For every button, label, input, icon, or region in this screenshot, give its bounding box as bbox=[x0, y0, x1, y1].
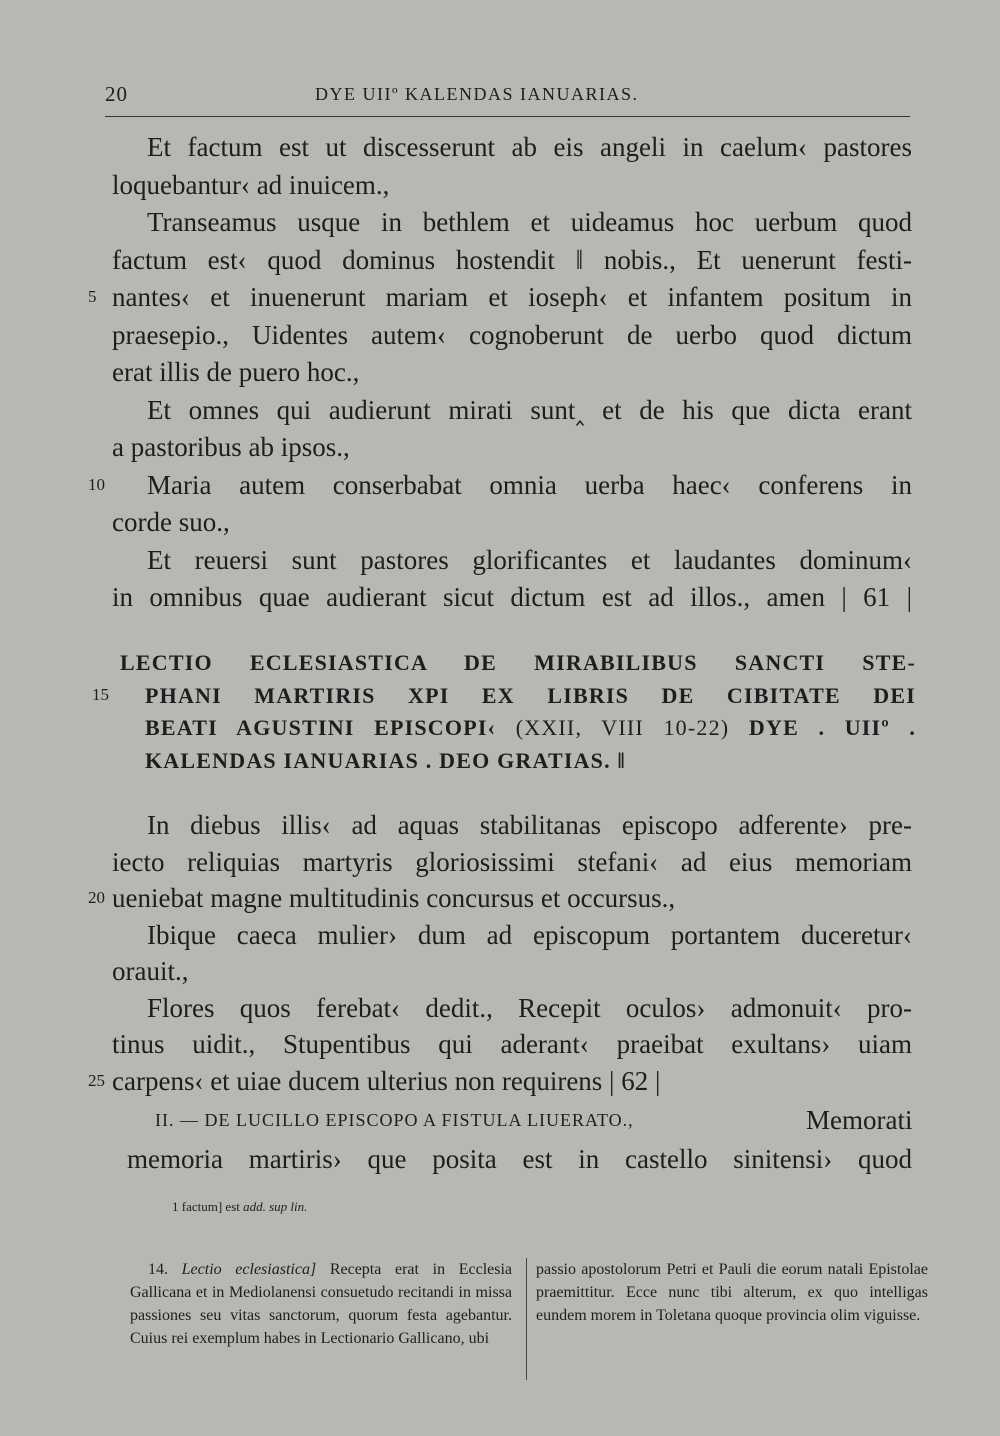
line-number: 15 bbox=[92, 685, 109, 704]
text-line: Ibique caeca mulier› dum ad episcopum portantem duceretur‹ bbox=[147, 919, 912, 950]
heading-line-3c: DYE . UIIº . bbox=[748, 715, 917, 740]
text-line: Maria autem conserbabat omnia uerba haec‹ conferens in bbox=[147, 469, 912, 500]
critical-apparatus bbox=[172, 1199, 307, 1215]
text-line: Transeamus usque in bethlem et uideamus hoc uerbum quod bbox=[147, 207, 912, 237]
text-line: ueniebat magne multitudinis concursus et occursus., bbox=[112, 883, 676, 913]
section-continuation: Memorati bbox=[806, 1105, 913, 1135]
text-line: praesepio., Uidentes autem‹ cognoberunt de uerbo quod dictum bbox=[112, 319, 912, 350]
running-title: DYE UIIº KALENDAS IANUARIAS. bbox=[315, 84, 639, 104]
text-line: Et omnes qui audierunt mirati sunt‸ et de his que dicta erant bbox=[147, 394, 912, 425]
heading-line-3 bbox=[145, 712, 916, 743]
text-line: Et reuersi sunt pastores glorificantes et laudantes dominum‹ bbox=[147, 544, 912, 575]
text-line: erat illis de puero hoc., bbox=[112, 357, 360, 387]
text-line: memoria martiris› que posita est in castello sinitensi› quod bbox=[127, 1144, 912, 1174]
heading-line-1: LECTIO ECLESIASTICA DE MIRABILIBUS SANCTI STE- bbox=[120, 650, 916, 675]
footnotes bbox=[130, 1258, 930, 1388]
text-line: in omnibus quae audierant sicut dictum est ad illos., amen | 61 | bbox=[112, 582, 912, 612]
heading-line-4: KALENDAS IANUARIAS . DEO GRATIAS. ‖ bbox=[145, 748, 626, 773]
line-number: 20 bbox=[88, 888, 105, 907]
apparatus-note: add. sup lin. bbox=[243, 1199, 308, 1214]
text-line: factum est‹ quod dominus hostendit ‖ nobis., Et uenerunt festi- bbox=[112, 244, 912, 275]
line-number: 5 bbox=[88, 287, 97, 306]
text-line: loquebantur‹ ad inuicem., bbox=[112, 169, 390, 200]
heading-line-2: PHANI MARTIRIS XPI EX LIBRIS DE CIBITATE DEI bbox=[145, 683, 916, 708]
footnote-lemma: Lectio eclesiastica] bbox=[181, 1261, 317, 1278]
heading-line-3a: BEATI AGUSTINI EPISCOPI‹ bbox=[145, 715, 497, 740]
line-number: 25 bbox=[88, 1070, 105, 1090]
footnote-right-column: passio apostolorum Petri et Pauli die eorum natali Epistolae praemittitur. Ecce nunc tibi alterum, ex quo intelligas eundem morem in Toletana quoque provincia olim viguisse. bbox=[536, 1261, 928, 1324]
line-number: 10 bbox=[88, 474, 105, 494]
text-line: iecto reliquias martyris gloriosissimi stefani‹ ad eius memoriam bbox=[112, 846, 912, 877]
section-heading: II. — DE LUCILLO EPISCOPO A FISTULA LIUERATO., bbox=[155, 1110, 634, 1130]
text-line: In diebus illis‹ ad aquas stabilitanas episcopo adferente› pre- bbox=[147, 810, 912, 840]
text-line: tinus uidit., Stupentibus qui aderant‹ praeibat exultans› uiam bbox=[112, 1029, 912, 1059]
heading-reference: (XXII, VIII 10-22) bbox=[515, 715, 730, 740]
header-rule bbox=[105, 116, 910, 117]
text-line: a pastoribus ab ipsos., bbox=[112, 432, 350, 462]
text-line: nantes‹ et inuenerunt mariam et ioseph‹ et infantem positum in bbox=[112, 282, 912, 312]
page-number: 20 bbox=[105, 82, 128, 106]
text-line: orauit., bbox=[112, 956, 189, 986]
footnote-left-text: Recepta erat in Ecclesia Gallicana et in Mediolanensi consuetudo recitandi in missa passiones seu vitas sanctorum, quorum festa agebantur. Cuius rei exemplum habes in Lectionario Gallicano, ubi bbox=[130, 1261, 513, 1347]
text-line: Et factum est ut discesserunt ab eis angeli in caelum‹ pastores bbox=[147, 132, 912, 162]
footnote-left-column bbox=[130, 1258, 512, 1350]
text-line: Flores quos ferebat‹ dedit., Recepit oculos› admonuit‹ pro- bbox=[147, 992, 912, 1023]
text-line: corde suo., bbox=[112, 507, 230, 537]
page-header bbox=[105, 82, 910, 112]
apparatus-word: est bbox=[225, 1199, 240, 1214]
footnote-divider bbox=[526, 1258, 527, 1380]
apparatus-ref: 1 factum] bbox=[172, 1199, 223, 1214]
footnote-number: 14. bbox=[148, 1261, 168, 1278]
text-line: carpens‹ et uiae ducem ulterius non requirens | 62 | bbox=[112, 1065, 661, 1096]
